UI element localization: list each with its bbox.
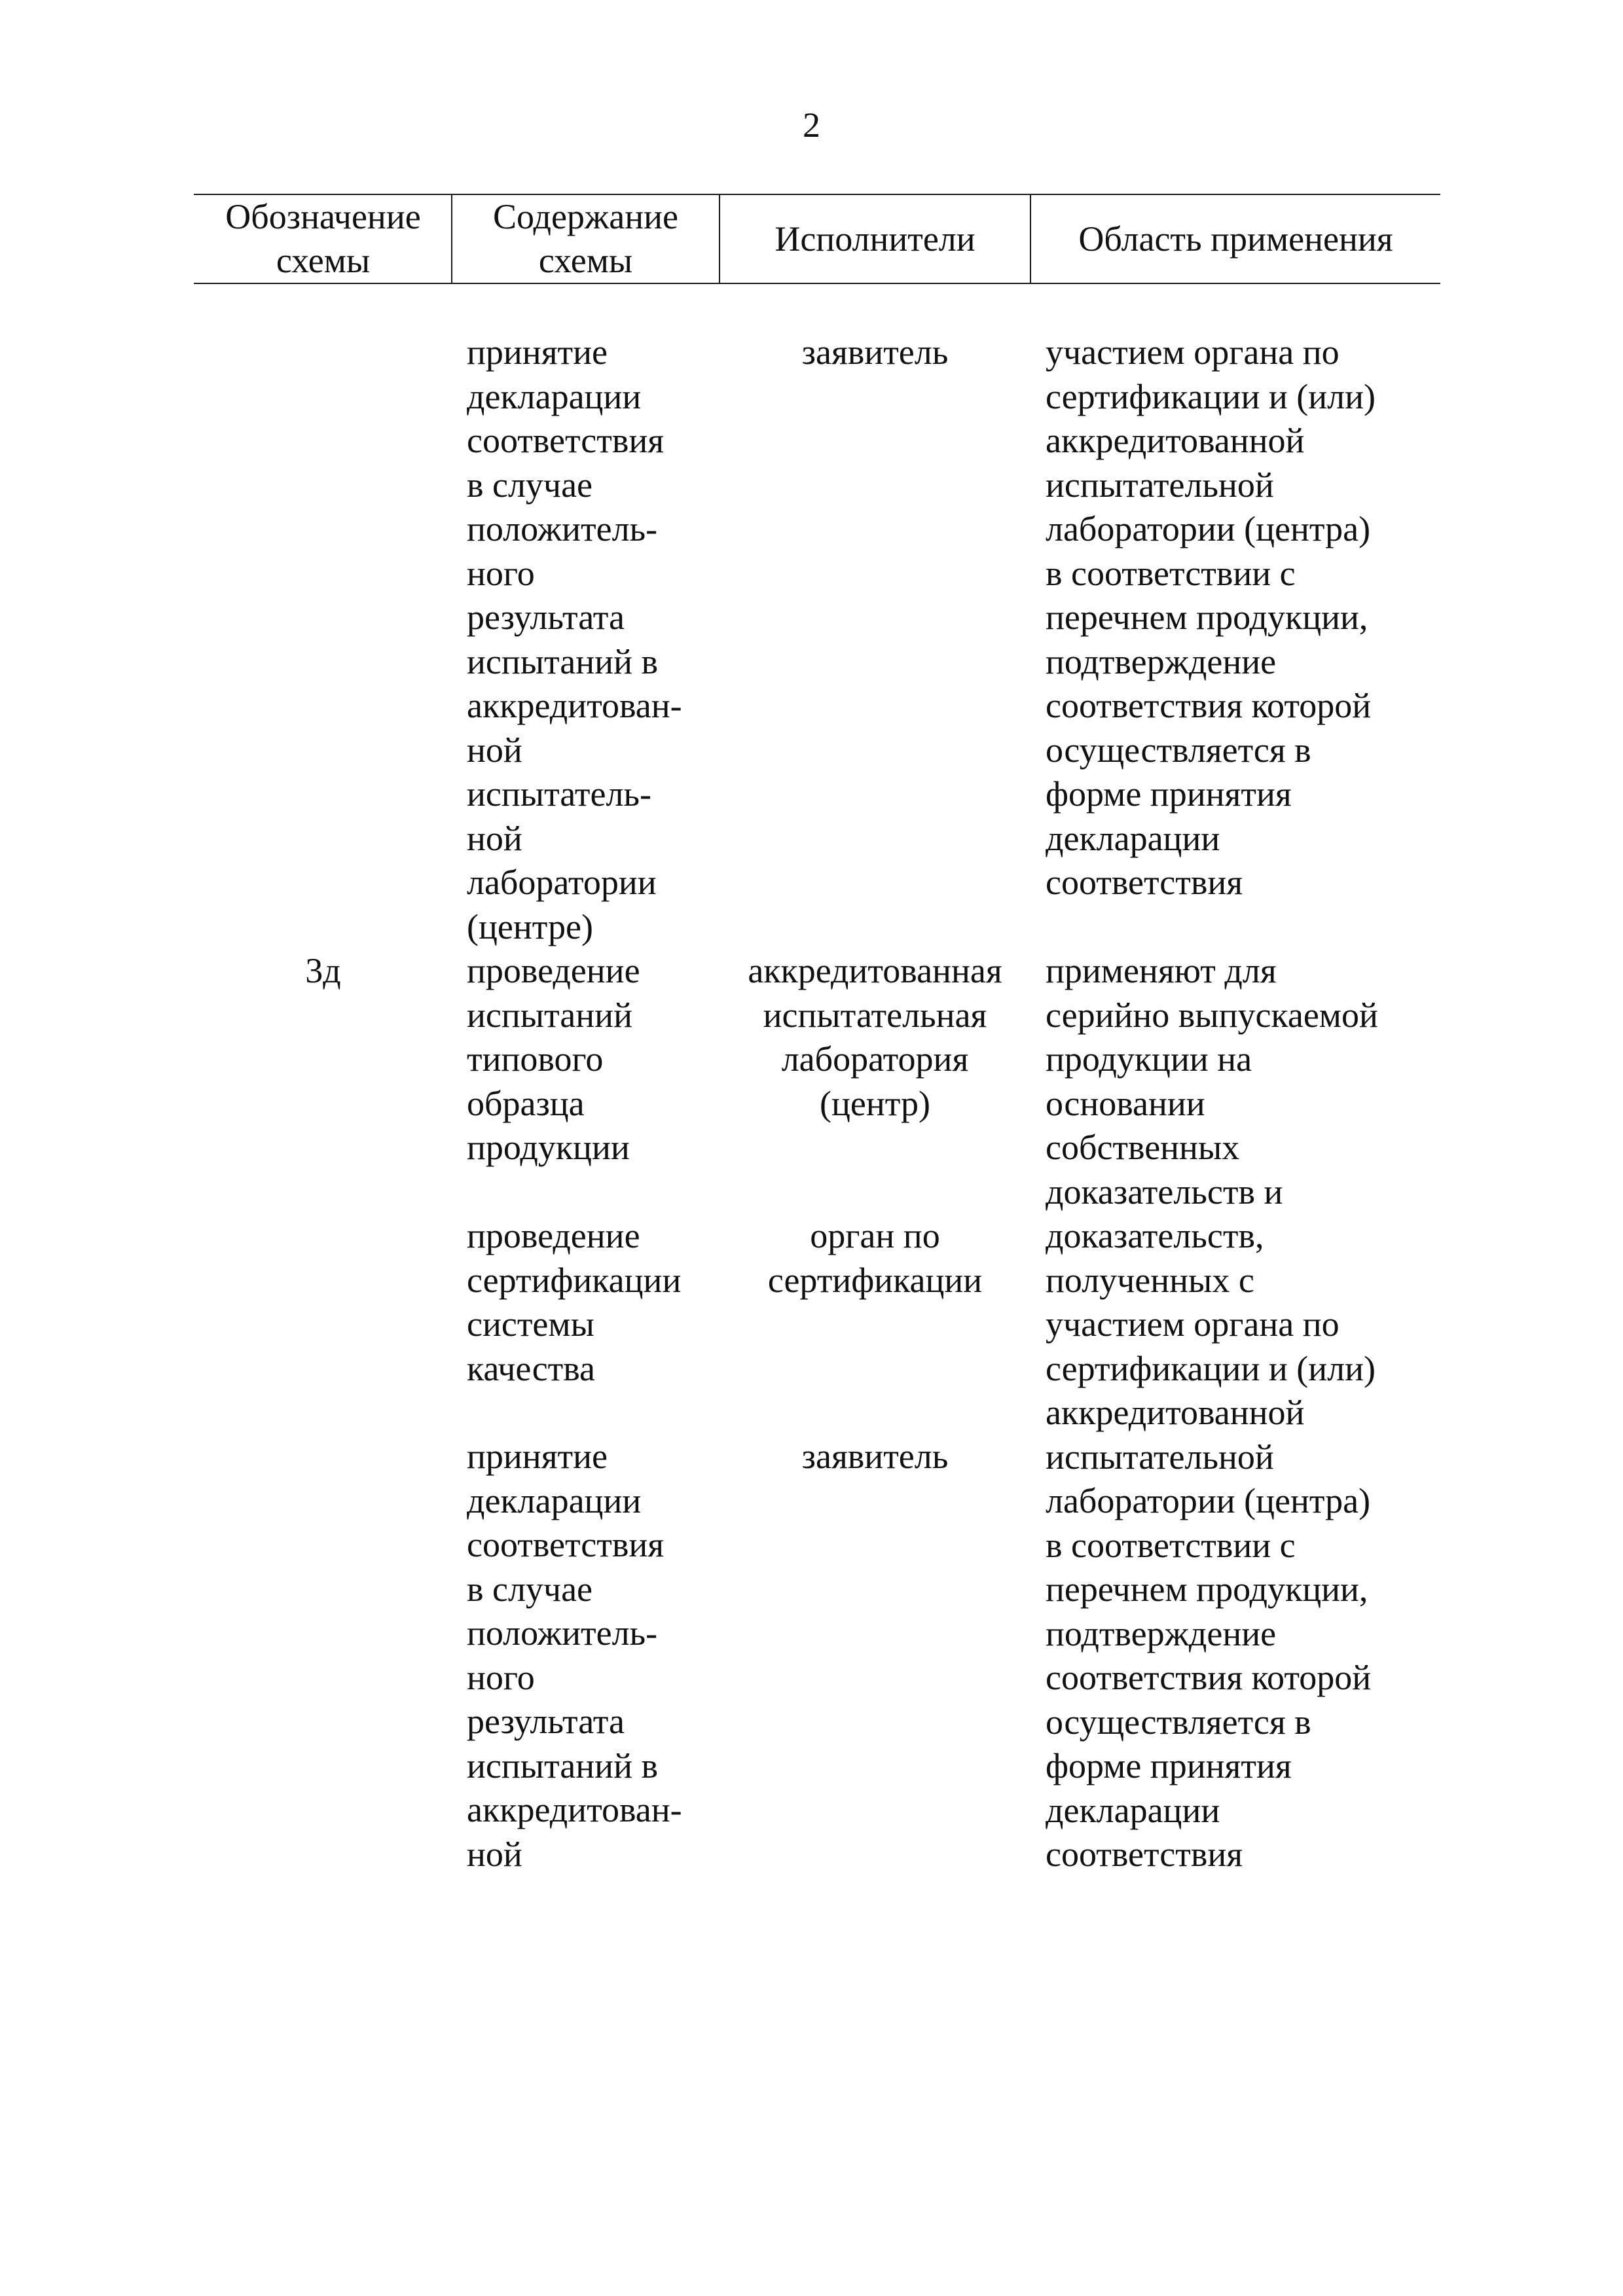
scheme-3d-step3-content: принятие декларации соответствия в случае положитель- ного результата испытаний в аккредитован- ной [467,1437,682,1874]
header-performers-text: Исполнители [775,219,976,259]
scheme-3d-step1-performer: аккредитованная испытательная лаборатория (центр) [748,951,1002,1123]
scheme-3d-scope: применяют для серийно выпускаемой продукции на основании собственных доказательств и доказательств, полученных с участием органа по сертификации и (или) аккредитованной испытательной лаборатории (центра) в соответствии с перечнем продукции, подтверждение соответствия которой осуществляется в форме принятия декларации соответствия [1046,951,1378,1874]
continued-performer: заявитель [801,332,949,372]
header-scope [1031,195,1440,283]
table-header-bottom-rule [194,283,1440,284]
header-performers [720,195,1030,283]
scheme-3d-step2-content: проведение сертификации системы качества [467,1216,682,1388]
scheme-3d-step1-content: проведение испытаний типового образца продукции [467,951,640,1167]
continued-content: принятие декларации соответствия в случае положитель- ного результата испытаний в аккредитован- ной испытатель- ной лаборатории (центре) [467,332,682,946]
header-content-text: Содержание схемы [493,197,678,280]
header-content [452,195,719,283]
header-designation [195,195,451,283]
scheme-3d-step2-performer: орган по сертификации [767,1216,983,1300]
scheme-3d-designation: 3д [305,951,341,990]
header-designation-text: Обозначение схемы [225,197,421,280]
scheme-3d-step3-performer: заявитель [801,1437,949,1476]
continued-scope: участием органа по сертификации и (или) аккредитованной испытательной лаборатории (центра) в соответствии с перечнем продукции, подтверждение соответствия которой осуществляется в форме принятия декларации соответствия [1046,332,1376,902]
header-scope-text: Область применения [1078,219,1393,259]
page-number: 2 [803,105,820,145]
